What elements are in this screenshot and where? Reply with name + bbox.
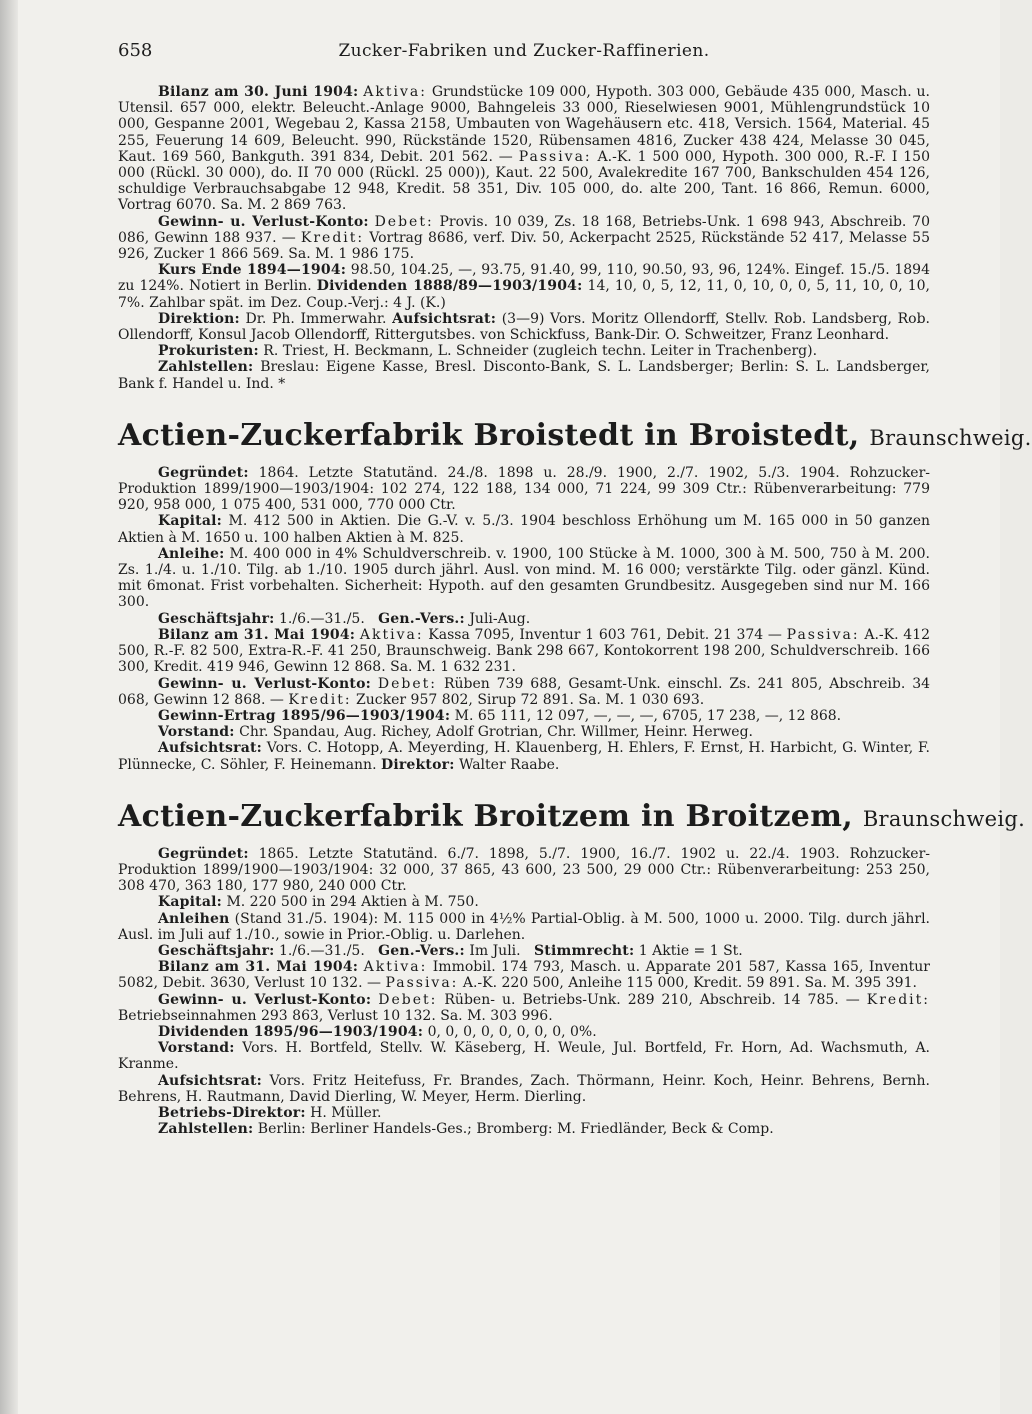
- zahlstellen-paragraph: [118, 359, 930, 391]
- debet-word: Debet:: [377, 675, 438, 692]
- debet-word: Debet:: [374, 213, 434, 230]
- bilanz-label: Bilanz am 31. Mai 1904:: [158, 626, 356, 643]
- kapital-label: Kapital:: [158, 894, 222, 911]
- gewinn-paragraph: [118, 676, 930, 708]
- vorstand-text: Chr. Spandau, Aug. Richey, Adolf Grotrian, Chr. Willmer, Heinr. Herweg.: [239, 724, 753, 741]
- kredit-word: Kredit:: [288, 691, 352, 708]
- stimmrecht-text: 1 Aktie = 1 St.: [638, 942, 743, 959]
- company-location: Braunschweig.: [862, 806, 1026, 831]
- geschaeftsjahr-label: Geschäftsjahr:: [158, 610, 275, 627]
- company-title-broitzem: [118, 798, 1026, 834]
- vorstand-paragraph: [118, 724, 930, 740]
- geschaeftsjahr-label: Geschäftsjahr:: [158, 942, 275, 959]
- bilanz-paragraph: [118, 959, 930, 991]
- gewinn-label: Gewinn- u. Verlust-Konto:: [158, 991, 372, 1008]
- kapital-label: Kapital:: [158, 513, 222, 530]
- aktiva-word: Aktiva:: [359, 626, 424, 643]
- direktion-label: Direktion:: [158, 310, 240, 327]
- prokuristen-text: R. Triest, H. Beckmann, L. Schneider (zugleich techn. Leiter in Trachenberg).: [263, 343, 818, 360]
- aktiva-word: Aktiva:: [363, 959, 428, 976]
- bilanz-text: Immobil. 174 793, Masch. u. Apparate 201 587, Kassa 165, Inventur 5082, Debit. 3630, Verlust 10 132. —: [118, 959, 930, 992]
- direktor-text: Walter Raabe.: [459, 756, 560, 773]
- dividenden-paragraph: [118, 1024, 930, 1040]
- direktion-text: Dr. Ph. Immerwahr.: [245, 310, 387, 327]
- kurs-paragraph: [118, 262, 930, 311]
- genvers-label: Gen.-Vers.:: [378, 942, 465, 959]
- gewinn-text: Rüben- u. Betriebs-Unk. 289 210, Abschreib. 14 785. —: [444, 991, 860, 1008]
- vorstand-paragraph: [118, 1040, 930, 1072]
- betriebsdirektor-text: H. Müller.: [310, 1104, 382, 1121]
- company-name: Actien-Zuckerfabrik Broistedt in Broistedt,: [118, 417, 860, 453]
- aufsichtsrat-label: Aufsichtsrat:: [158, 740, 262, 757]
- dividenden-text: 14, 10, 0, 5, 12, 11, 0, 10, 0, 0, 5, 11, 10, 0, 10, 7%. Zahlbar spät. im Dez. Coup.-Verj.: 4 J. (K.): [118, 278, 930, 311]
- section-broitzem: [118, 798, 1026, 1138]
- zahlstellen-text: Breslau: Eigene Kasse, Bresl. Disconto-Bank, S. L. Landsberger; Berlin: S. L. Landsberger, Bank f. Handel u. Ind. *: [118, 359, 930, 392]
- company-location: Braunschweig.: [869, 425, 1032, 450]
- kredit-word: Kredit:: [300, 229, 365, 246]
- zahlstellen-label: Zahlstellen:: [158, 1121, 254, 1138]
- passiva-word: Passiva:: [385, 975, 459, 992]
- section-broistedt: [118, 417, 1032, 773]
- scan-margin: [0, 0, 18, 1414]
- vorstand-text: Vors. H. Bortfeld, Stellv. W. Käseberg, H. Weule, Jul. Bortfeld, Fr. Horn, Ad. Wachsmuth, A. Kranme.: [118, 1040, 931, 1073]
- betriebsdirektor-label: Betriebs-Direktor:: [158, 1104, 306, 1121]
- page-number: 658: [118, 40, 153, 61]
- geschaeftsjahr-paragraph: [118, 943, 930, 959]
- direktor-label: Direktor:: [380, 756, 455, 773]
- passiva-word: Passiva:: [786, 626, 860, 643]
- stimmrecht-label: Stimmrecht:: [533, 942, 635, 959]
- kapital-paragraph: [118, 513, 930, 545]
- gegruendet-paragraph: [118, 846, 930, 895]
- bilanz-text-passiva: A.-K. 220 500, Anleihe 115 000, Kredit. 59 891. Sa. M. 395 391.: [462, 975, 917, 992]
- aktiva-word: Aktiva:: [363, 84, 427, 100]
- aufsichtsrat-text: (3—9) Vors. Moritz Ollendorff, Stellv. Rob. Landsberg, Rob. Ollendorff, Konsul Jacob Ollendorff, Rittergutsbes. von Schickfuss, Bank-Dir. O. Schweitzer, Franz Leonhard.: [118, 310, 930, 344]
- bilanz-paragraph: [118, 84, 930, 214]
- kurs-label: Kurs Ende 1894—1904:: [158, 262, 347, 279]
- gewinn-text: Rüben 739 688, Gesamt-Unk. einschl. Zs. 241 805, Abschreib. 34 068, Gewinn 12 868. —: [118, 675, 931, 708]
- vorstand-label: Vorstand:: [158, 1040, 235, 1057]
- genvers-text: Juli-Aug.: [469, 610, 531, 627]
- running-title: Zucker-Fabriken und Zucker-Raffinerien.: [338, 41, 710, 61]
- bilanz-text: Grundstücke 109 000, Hypoth. 303 000, Gebäude 435 000, Masch. u. Utensil. 657 000, elektr. Beleucht.-Anlage 9000, Bahngeleis 33 000, Rieselwiesen 9001, Mühlengrundstück 10 000, Gespanne 2001, Wegebau 2, Kassa 2158, Umbauten von Wagehäusern etc. 418, Versich. 1564, Material. 45 255, Feuerung 14 609, Beleucht. 990, Rückstände 1520, Rübensamen 4816, Zucker 438 424, Melasse 30 045, Kaut. 169 560, Bankguth. 391 834, Debit. 201 562. —: [118, 84, 930, 165]
- aufsichtsrat-text: Vors. Fritz Heitefuss, Fr. Brandes, Zach. Thörmann, Heinr. Koch, Heinr. Behrens, Bernh. Behrens, H. Rautmann, David Dierling, W. Meyer, Herm. Dierling.: [118, 1072, 930, 1105]
- aufsichtsrat-paragraph: [118, 1073, 930, 1105]
- aufsichtsrat-paragraph: [118, 740, 930, 772]
- anleihen-label: Anleihen: [158, 910, 230, 927]
- zahlstellen-text: Berlin: Berliner Handels-Ges.; Bromberg: M. Friedländer, Beck & Comp.: [257, 1121, 774, 1138]
- prokuristen-label: Prokuristen:: [158, 343, 259, 360]
- vorstand-label: Vorstand:: [158, 724, 235, 741]
- kapital-paragraph: [118, 894, 930, 910]
- geschaeftsjahr-text: 1./6.—31./5.: [279, 610, 365, 627]
- gewinn-paragraph: [118, 992, 930, 1024]
- anleihen-paragraph: [118, 911, 930, 943]
- gegruendet-text: 1865. Letzte Statutänd. 6./7. 1898, 5./7. 1900, 16./7. 1902 u. 22./4. 1903. Rohzucker-Produktion 1899/1900—1903/1904: 32 000, 37 865, 43 600, 23 500, 29 000 Ctr.: Rübenverarbeitung: 253 250, 308 470, 363 180, 177 980, 240 000 Ctr.: [118, 845, 931, 895]
- company-name: Actien-Zuckerfabrik Broitzem in Broitzem,: [118, 798, 853, 834]
- kredit-word: Kredit:: [866, 991, 930, 1008]
- gewinn-label: Gewinn- u. Verlust-Konto:: [158, 213, 369, 230]
- aufsichtsrat-text: Vors. C. Hotopp, A. Meyerding, H. Klauenberg, H. Ehlers, F. Ernst, H. Harbicht, G. Winter, F. Plünnecke, C. Söhler, F. Heinemann.: [118, 740, 930, 773]
- debet-word: Debet:: [378, 991, 438, 1008]
- kurs-text: 98.50, 104.25, —, 93.75, 91.40, 99, 110, 90.50, 93, 96, 124%. Eingef. 15./5. 1894 zu 124%. Notiert in Berlin.: [118, 262, 930, 295]
- bilanz-text-passiva: A.-K. 1 500 000, Hypoth. 300 000, R.-F. I 150 000 (Rückl. 30 000), do. II 70 000 (Rückl. 25 000)), Kaut. 22 500, Avalekredite 167 700, Bankschulden 454 126, schuldige Verbrauchsabgabe 12 948, Kredit. 58 351, Div. 105 000, do. alte 200, Tant. 16 866, Remun. 6000, Vortrag 6070. Sa. M. 2 869 763.: [118, 148, 930, 214]
- zahlstellen-paragraph: [118, 1121, 930, 1137]
- bilanz-label: Bilanz am 30. Juni 1904:: [158, 84, 359, 100]
- gewinn-label: Gewinn- u. Verlust-Konto:: [158, 675, 371, 692]
- anleihe-label: Anleihe:: [158, 545, 225, 562]
- direktion-paragraph: [118, 311, 930, 343]
- ertrag-text: M. 65 111, 12 097, —, —, —, 6705, 17 238, —, 12 868.: [454, 707, 842, 724]
- ertrag-label: Gewinn-Ertrag 1895/96—1903/1904:: [158, 707, 451, 724]
- gegruendet-paragraph: [118, 465, 930, 514]
- company-title-broistedt: [118, 417, 1032, 453]
- passiva-word: Passiva:: [518, 148, 592, 165]
- geschaeftsjahr-paragraph: [118, 611, 930, 627]
- anleihe-text: M. 400 000 in 4% Schuldverschreib. v. 1900, 100 Stücke à M. 1000, 300 à M. 500, 750 à M. 200. Zs. 1./4. u. 1./10. Tilg. ab 1./10. 1905 durch jährl. Ausl. von mind. M. 16 000; verstärkte Tilg. oder gänzl. Künd. mit 6monat. Frist vorbehalten. Sicherheit: Hypoth. auf den gesamten Grundbesitz. Ausgegeben sind nur M. 166 300.: [118, 545, 930, 611]
- bilanz-label: Bilanz am 31. Mai 1904:: [158, 959, 359, 976]
- anleihe-paragraph: [118, 546, 930, 611]
- bilanz-text-passiva: A.-K. 412 500, R.-F. 82 500, Extra-R.-F. 41 250, Braunschweig. Bank 298 667, Kontokorrent 198 200, Schuldverschreib. 166 300, Kredit. 419 946, Gewinn 12 868. Sa. M. 1 632 231.: [118, 626, 931, 676]
- dividenden-label: Dividenden 1888/89—1903/1904:: [316, 278, 583, 295]
- dividenden-text: 0, 0, 0, 0, 0, 0, 0, 0, 0%.: [427, 1023, 597, 1040]
- kapital-text: M. 412 500 in Aktien. Die G.-V. v. 5./3. 1904 beschloss Erhöhung um M. 165 000 in 50 ganzen Aktien à M. 1650 u. 100 halben Aktien à M. 825.: [118, 513, 931, 546]
- bilanz-text: Kassa 7095, Inventur 1 603 761, Debit. 21 374 —: [428, 626, 782, 643]
- gewinn-text-kredit: Vortrag 8686, verf. Div. 50, Ackerpacht 2525, Rückstände 52 417, Melasse 55 926, Zucker 1 866 569. Sa. M. 1 986 175.: [118, 229, 930, 263]
- kapital-text: M. 220 500 in 294 Aktien à M. 750.: [226, 894, 479, 911]
- gewinn-paragraph: [118, 214, 930, 263]
- gewinn-text-kredit: Zucker 957 802, Sirup 72 891. Sa. M. 1 030 693.: [356, 691, 705, 708]
- prokuristen-paragraph: [118, 343, 930, 359]
- genvers-label: Gen.-Vers.:: [378, 610, 465, 627]
- bilanz-paragraph: [118, 627, 930, 676]
- betriebsdirektor-paragraph: [118, 1105, 930, 1121]
- ertrag-paragraph: [118, 708, 930, 724]
- genvers-text: Im Juli.: [469, 942, 521, 959]
- anleihen-text: (Stand 31./5. 1904): M. 115 000 in 4½% Partial-Oblig. à M. 500, 1000 u. 2000. Tilg. durch jährl. Ausl. im Juli auf 1./10., sowie in Prior.-Oblig. u. Darlehen.: [118, 910, 930, 943]
- gegruendet-text: 1864. Letzte Statutänd. 24./8. 1898 u. 28./9. 1900, 2./7. 1902, 5./3. 1904. Rohzucker-Produktion 1899/1900—1903/1904: 102 274, 122 188, 134 000, 71 224, 99 309 Ctr.: Rübenverarbeitung: 779 920, 958 000, 1 075 400, 531 000, 770 000 Ctr.: [118, 464, 931, 514]
- gegruendet-label: Gegründet:: [158, 464, 249, 481]
- gewinn-text-kredit: Betriebseinnahmen 293 863, Verlust 10 132. Sa. M. 303 996.: [118, 1007, 553, 1024]
- geschaeftsjahr-text: 1./6.—31./5.: [279, 942, 365, 959]
- gewinn-text: Provis. 10 039, Zs. 18 168, Betriebs-Unk. 1 698 943, Abschreib. 70 086, Gewinn 188 937. —: [118, 213, 930, 246]
- section-previous-company: [118, 84, 930, 392]
- aufsichtsrat-label: Aufsichtsrat:: [158, 1072, 262, 1089]
- page-header: [118, 40, 930, 84]
- dividenden-label: Dividenden 1895/96—1903/1904:: [158, 1023, 424, 1040]
- aufsichtsrat-label: Aufsichtsrat:: [392, 310, 497, 327]
- gegruendet-label: Gegründet:: [158, 845, 249, 862]
- zahlstellen-label: Zahlstellen:: [158, 359, 254, 376]
